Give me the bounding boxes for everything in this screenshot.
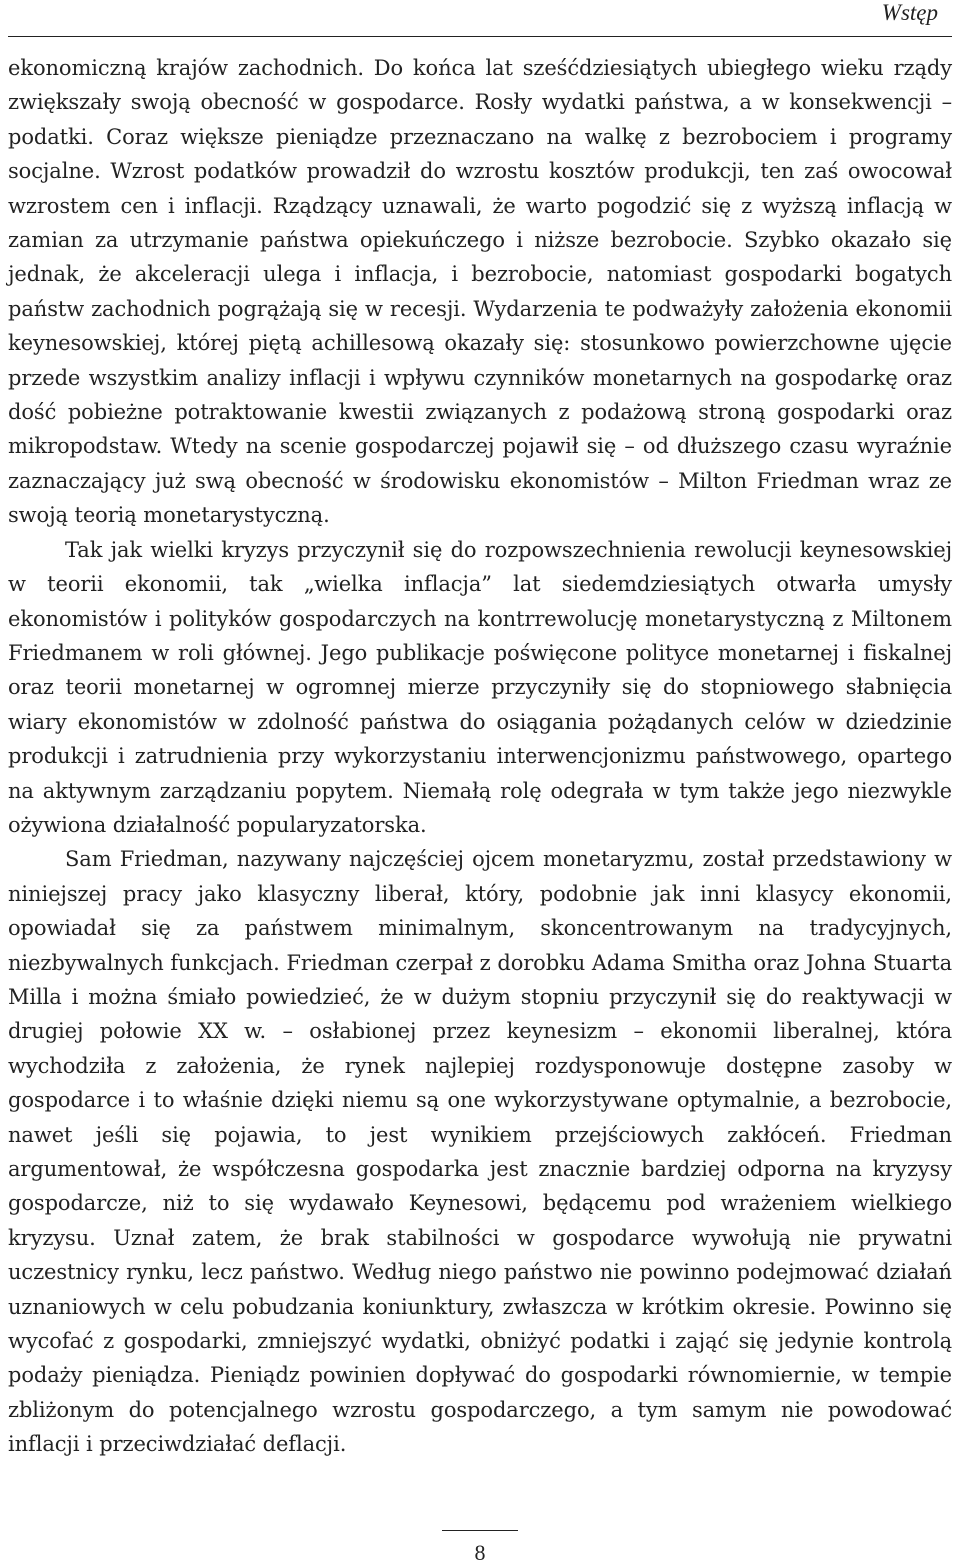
page-body — [8, 51, 952, 1462]
running-title: Wstęp — [881, 0, 938, 25]
footer-divider — [442, 1530, 518, 1531]
paragraph-continued: ekonomiczną krajów zachodnich. Do końca lat sześćdziesiątych ubiegłego wieku rządy zwiększały swoją obecność w gospodarce. Rosły wydatki państwa, a w konsekwencji – podatki. Coraz większe pieniądze przeznaczano na walkę z bezrobociem i programy socjalne. Wzrost podatków prowadził do wzrostu kosztów produkcji, ten zaś owocował wzrostem cen i inflacji. Rządzący uznawali, że warto pogodzić się z wyższą inflacją w zamian za utrzymanie państwa opiekuńczego i niższe bezrobocie. Szybko okazało się jednak, że akceleracji ulega i inflacja, i bezrobocie, natomiast gospodarki bogatych państw zachodnich pogrążają się w recesji. Wydarzenia te podważyły założenia ekonomii keynesowskiej, której piętą achillesową okazały się: stosunkowo powierzchowne ujęcie przede wszystkim analizy inflacji i wpływu czynników monetarnych na gospodarkę oraz dość pobieżne potraktowanie kwestii związanych z podażową stroną gospodarki oraz mikropodstaw. Wtedy na scenie gospodarczej pojawił się – od dłuższego czasu wyraźnie zaznaczający już swą obecność w środowisku ekonomistów – Milton Friedman wraz ze swoją teorią monetarystyczną. — [8, 56, 952, 528]
paragraph-great-inflation: Tak jak wielki kryzys przyczynił się do rozpowszechnienia rewolucji keynesowskiej w teorii ekonomii, tak „wielka inflacja” lat siedemdziesiątych otwarła umysły ekonomistów i polityków gospodarczych na kontrrewolucję monetarystyczną z Miltonem Friedmanem w roli głównej. Jego publikacje poświęcone polityce monetarnej i fiskalnej oraz teorii monetarnej w ogromnej mierze przyczyniły się do stopniowego słabnięcia wiary ekonomistów w zdolność państwa do osiągania pożądanych celów w dziedzinie produkcji i zatrudnienia przy wykorzystaniu interwencjonizmu państwowego, opartego na aktywnym zarządzaniu popytem. Niemałą rolę odegrała w tym także jego niezwykle ożywiona działalność popularyzatorska. — [8, 537, 952, 837]
header-divider — [8, 36, 952, 37]
page-number: 8 — [474, 1540, 486, 1565]
paragraph-friedman-liberal: Sam Friedman, nazywany najczęściej ojcem monetaryzmu, został przedstawiony w niniejszej pracy jako klasyczny liberał, który, podobnie jak inni klasycy ekonomii, opowiadał się za państwem minimalnym, skoncentrowanym na tradycyjnych, niezbywalnych funkcjach. Friedman czerpał z dorobku Adama Smitha oraz Johna Stuarta Milla i można śmiało powiedzieć, że w dużym stopniu przyczynił się do reaktywacji w drugiej połowie XX w. – osłabionej przez keynesizm – ekonomii liberalnej, która wychodziła z założenia, że rynek najlepiej rozdysponowuje dostępne zasoby w gospodarce i to właśnie dzięki niemu są one wykorzystywane optymalnie, a bezrobocie, nawet jeśli się pojawia, to jest wynikiem przejściowych zakłóceń. Friedman argumentował, że współczesna gospodarka jest znacznie bardziej odporna na kryzysy gospodarcze, niż to się wydawało Keynesowi, będącemu pod wrażeniem wielkiego kryzysu. Uznał zatem, że brak stabilności w gospodarce wywołują nie prywatni uczestnicy rynku, lecz państwo. Według niego państwo nie powinno podejmować działań uznaniowych w celu pobudzania koniunktury, zwłaszcza w krótkim okresie. Powinno się wycofać z gospodarki, zmniejszyć wydatki, obniżyć podatki i zająć się jedynie kontrolą podaży pieniądza. Pieniądz powinien dopływać do gospodarki równomiernie, w tempie zbliżonym do potencjalnego wzrostu gospodarczego, a tym samym nie powodować inflacji i przeciwdziałać deflacji. — [8, 847, 952, 1457]
